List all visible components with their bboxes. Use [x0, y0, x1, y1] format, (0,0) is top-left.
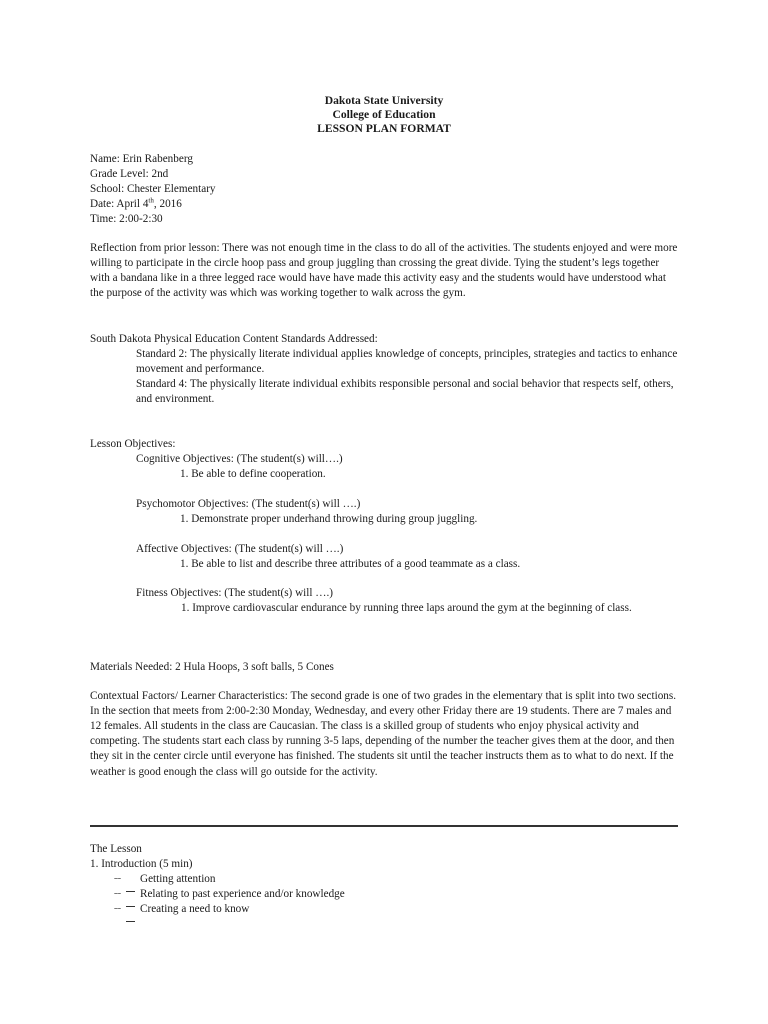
standard-2: Standard 2: The physically literate individual applies knowledge of concepts, principles, strategies and tactics to enhance movement and performance. [136, 348, 678, 376]
date-line: Date: April 4th, 2016 [90, 196, 182, 211]
fitness-item: 1. Improve cardiovascular endurance by running three laps around the gym at the beginning of class. [181, 602, 632, 615]
psychomotor-item: 1. Demonstrate proper underhand throwing during group juggling. [180, 513, 478, 526]
affective-section [90, 542, 680, 572]
fitness-section [90, 586, 680, 616]
lesson-section [90, 842, 680, 918]
cognitive-item: 1. Be able to define cooperation. [180, 468, 326, 481]
name-line: Name: Erin Rabenberg [90, 153, 193, 165]
info-block [90, 152, 680, 228]
fitness-heading: Fitness Objectives: (The student(s) will ….) [136, 587, 333, 599]
section-divider [90, 825, 678, 827]
cognitive-heading: Cognitive Objectives: (The student(s) will….) [136, 453, 343, 466]
materials-line: Materials Needed: 2 Hula Hoops, 3 soft balls, 5 Cones [90, 661, 334, 673]
objectives-section [90, 437, 680, 482]
grade-line: Grade Level: 2nd [90, 168, 169, 181]
reflection-paragraph: Reflection from prior lesson: There was not enough time in the class to do all of the activities. The students enjoyed and were more willing to participate in the circle hoop pass and group juggling than crossing the great divide. Tying the student’s legs together with a bandana like in a three legged race would have have made this activity easy and the students would have understood what the purpose of the activity was which was working together to walk across the gym. [90, 242, 678, 300]
standards-heading: South Dakota Physical Education Content Standards Addressed: [90, 333, 378, 345]
contextual-paragraph: Contextual Factors/ Learner Characteristics: The second grade is one of two grades in the elementary that is split into two sections. In the section that meets from 2:00-2:30 Monday, Wednesday, and every other Friday there are 19 students. There are 7 males and 12 females. All students in the class are Caucasian. The class is a skilled group of students who enjoy physical activity and competing. The students start each class by running 3-5 laps, depending of the number the teacher gives them at the door, and then they sit in the center circle until everyone has finished. The students sit until the teacher instructs them as to what to do next. If the weather is good enough the class will go outside for the activity. [90, 690, 677, 778]
psychomotor-heading: Psychomotor Objectives: (The student(s) will ….) [136, 498, 361, 510]
lesson-heading: The Lesson [90, 843, 142, 855]
school-line: School: Chester Elementary [90, 183, 216, 196]
format-title: LESSON PLAN FORMAT [317, 122, 451, 135]
standards-section [90, 332, 680, 408]
lesson-bullet: ˆˆ ˆˆ Relating to past experience and/or knowledge [90, 887, 680, 902]
objectives-heading: Lesson Objectives: [90, 438, 176, 450]
affective-item: 1. Be able to list and describe three attributes of a good teammate as a class. [180, 558, 521, 571]
time-line: Time: 2:00-2:30 [90, 213, 163, 226]
lesson-bullet: ˆˆ ˆˆ Creating a need to know [90, 902, 680, 917]
document-header [0, 94, 768, 136]
lesson-intro: 1. Introduction (5 min) [90, 858, 193, 871]
university-name: Dakota State University [324, 94, 444, 107]
college-name: College of Education [332, 108, 436, 121]
lesson-bullet: ˆˆ ˆˆ Getting attention [90, 872, 680, 887]
standard-4: Standard 4: The physically literate individual exhibits responsible personal and social behavior that respects self, others, and environment. [136, 378, 674, 406]
affective-heading: Affective Objectives: (The student(s) will ….) [136, 543, 344, 555]
psychomotor-section [90, 497, 680, 527]
